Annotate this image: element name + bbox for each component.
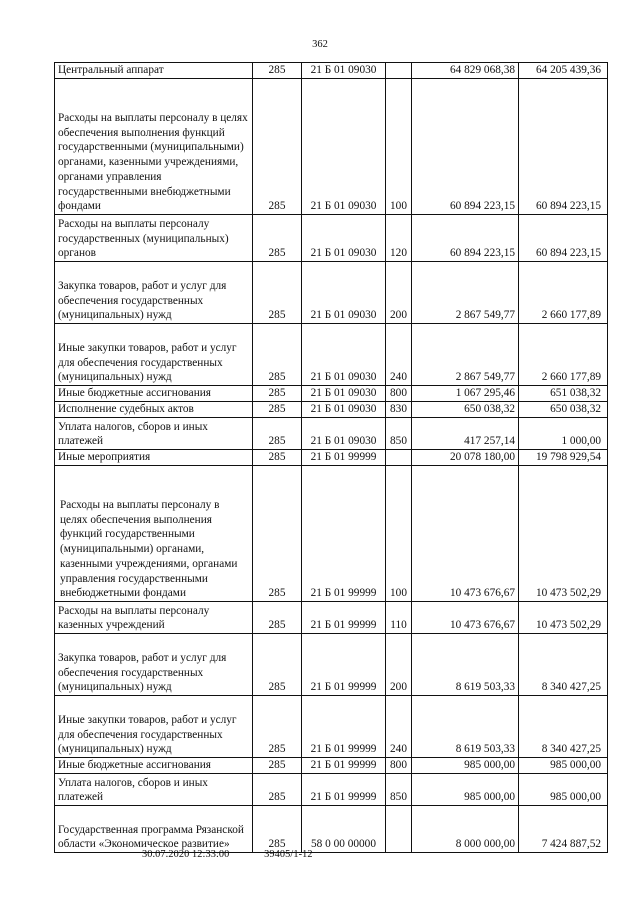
row-sum-2: 985 000,00: [519, 774, 608, 806]
row-sum-1: 60 894 223,15: [412, 79, 519, 215]
row-sum-2: 10 473 502,29: [519, 602, 608, 634]
row-sum-1: 60 894 223,15: [412, 215, 519, 262]
row-sum-1: 8 619 503,33: [412, 696, 519, 758]
row-csr: 21 Б 01 09030: [302, 215, 386, 262]
row-name: Иные бюджетные ассигнования: [55, 386, 253, 402]
row-name: Центральный аппарат: [55, 63, 253, 79]
row-csr: 21 Б 01 99999: [302, 466, 386, 602]
row-ved: 285: [253, 806, 302, 853]
budget-table: [54, 62, 608, 853]
table-row: [55, 324, 608, 386]
table-row: [55, 386, 608, 402]
row-name: Иные закупки товаров, работ и услуг для обеспечения государственных (муниципальных) нужд: [55, 324, 253, 386]
row-name: Расходы на выплаты персоналу государственных (муниципальных) органов: [55, 215, 253, 262]
row-name: Расходы на выплаты персоналу в целях обеспечения выполнения функций государственными (муниципальными) органами, казенными учреждениями, органами управления государственными внебюджетными фондами: [55, 466, 253, 602]
row-ved: 285: [253, 262, 302, 324]
row-csr: 21 Б 01 09030: [302, 79, 386, 215]
row-ved: 285: [253, 696, 302, 758]
row-sum-1: 2 867 549,77: [412, 262, 519, 324]
row-sum-2: 985 000,00: [519, 758, 608, 774]
row-name: Исполнение судебных актов: [55, 402, 253, 418]
row-vr: 800: [386, 386, 412, 402]
row-name: Иные мероприятия: [55, 450, 253, 466]
table-row: [55, 215, 608, 262]
row-sum-2: 60 894 223,15: [519, 215, 608, 262]
row-vr: 850: [386, 418, 412, 450]
row-sum-2: 10 473 502,29: [519, 466, 608, 602]
row-ved: 285: [253, 63, 302, 79]
row-sum-1: 1 067 295,46: [412, 386, 519, 402]
row-csr: 21 Б 01 09030: [302, 262, 386, 324]
row-csr: 21 Б 01 99999: [302, 634, 386, 696]
table-row: [55, 774, 608, 806]
row-ved: 285: [253, 215, 302, 262]
table-row: [55, 79, 608, 215]
row-vr: 200: [386, 262, 412, 324]
row-name: Уплата налогов, сборов и иных платежей: [55, 774, 253, 806]
row-csr: 21 Б 01 09030: [302, 418, 386, 450]
table-row: [55, 602, 608, 634]
row-vr: 120: [386, 215, 412, 262]
table-row: [55, 262, 608, 324]
row-vr: [386, 806, 412, 853]
row-vr: 830: [386, 402, 412, 418]
table-row: [55, 634, 608, 696]
row-vr: [386, 63, 412, 79]
row-sum-2: 7 424 887,52: [519, 806, 608, 853]
row-csr: 21 Б 01 99999: [302, 602, 386, 634]
row-sum-1: 985 000,00: [412, 758, 519, 774]
row-ved: 285: [253, 466, 302, 602]
table-row: [55, 758, 608, 774]
row-sum-1: 10 473 676,67: [412, 602, 519, 634]
row-sum-2: 650 038,32: [519, 402, 608, 418]
row-vr: 850: [386, 774, 412, 806]
row-vr: 240: [386, 324, 412, 386]
row-ved: 285: [253, 402, 302, 418]
row-sum-2: 8 340 427,25: [519, 634, 608, 696]
row-sum-2: 60 894 223,15: [519, 79, 608, 215]
row-sum-1: 64 829 068,38: [412, 63, 519, 79]
row-csr: 21 Б 01 09030: [302, 63, 386, 79]
row-vr: [386, 450, 412, 466]
row-ved: 285: [253, 602, 302, 634]
row-ved: 285: [253, 774, 302, 806]
row-sum-1: 20 078 180,00: [412, 450, 519, 466]
row-name: Уплата налогов, сборов и иных платежей: [55, 418, 253, 450]
row-csr: 58 0 00 00000: [302, 806, 386, 853]
row-sum-2: 19 798 929,54: [519, 450, 608, 466]
row-sum-2: 651 038,32: [519, 386, 608, 402]
row-name: Закупка товаров, работ и услуг для обеспечения государственных (муниципальных) нужд: [55, 634, 253, 696]
row-sum-2: 2 660 177,89: [519, 262, 608, 324]
table-row: [55, 418, 608, 450]
document-footer: [142, 849, 313, 860]
row-csr: 21 Б 01 09030: [302, 386, 386, 402]
row-sum-2: 8 340 427,25: [519, 696, 608, 758]
table-row: [55, 402, 608, 418]
row-name: Расходы на выплаты персоналу казенных учреждений: [55, 602, 253, 634]
row-name: Расходы на выплаты персоналу в целях обеспечения выполнения функций государственными (муниципальными) органами, казенными учреждениями, органами управления государственными внебюджетными фондами: [55, 79, 253, 215]
row-sum-1: 8 000 000,00: [412, 806, 519, 853]
row-vr: 100: [386, 79, 412, 215]
row-ved: 285: [253, 634, 302, 696]
footer-datetime: 30.07.2020 12:33:00: [142, 849, 230, 860]
table-row: [55, 696, 608, 758]
row-ved: 285: [253, 386, 302, 402]
row-sum-1: 8 619 503,33: [412, 634, 519, 696]
row-sum-1: 10 473 676,67: [412, 466, 519, 602]
row-sum-1: 650 038,32: [412, 402, 519, 418]
footer-doc-number: 39405/1-12: [264, 849, 313, 860]
row-sum-2: 64 205 439,36: [519, 63, 608, 79]
row-name: Иные закупки товаров, работ и услуг для обеспечения государственных (муниципальных) нужд: [55, 696, 253, 758]
table-row: [55, 466, 608, 602]
row-csr: 21 Б 01 99999: [302, 758, 386, 774]
table-row: [55, 806, 608, 853]
row-vr: 240: [386, 696, 412, 758]
row-sum-2: 1 000,00: [519, 418, 608, 450]
row-csr: 21 Б 01 99999: [302, 774, 386, 806]
row-csr: 21 Б 01 09030: [302, 402, 386, 418]
row-sum-2: 2 660 177,89: [519, 324, 608, 386]
row-vr: 200: [386, 634, 412, 696]
row-ved: 285: [253, 418, 302, 450]
row-csr: 21 Б 01 99999: [302, 450, 386, 466]
table-row: [55, 450, 608, 466]
row-ved: 285: [253, 324, 302, 386]
row-ved: 285: [253, 758, 302, 774]
row-name: Государственная программа Рязанской области «Экономическое развитие»: [55, 806, 253, 853]
row-vr: 100: [386, 466, 412, 602]
table-row: [55, 63, 608, 79]
row-ved: 285: [253, 79, 302, 215]
row-vr: 110: [386, 602, 412, 634]
row-sum-1: 417 257,14: [412, 418, 519, 450]
row-sum-1: 2 867 549,77: [412, 324, 519, 386]
row-ved: 285: [253, 450, 302, 466]
page-number: 362: [312, 39, 328, 50]
row-csr: 21 Б 01 09030: [302, 324, 386, 386]
row-name: Закупка товаров, работ и услуг для обеспечения государственных (муниципальных) нужд: [55, 262, 253, 324]
row-csr: 21 Б 01 99999: [302, 696, 386, 758]
row-name: Иные бюджетные ассигнования: [55, 758, 253, 774]
row-vr: 800: [386, 758, 412, 774]
row-sum-1: 985 000,00: [412, 774, 519, 806]
